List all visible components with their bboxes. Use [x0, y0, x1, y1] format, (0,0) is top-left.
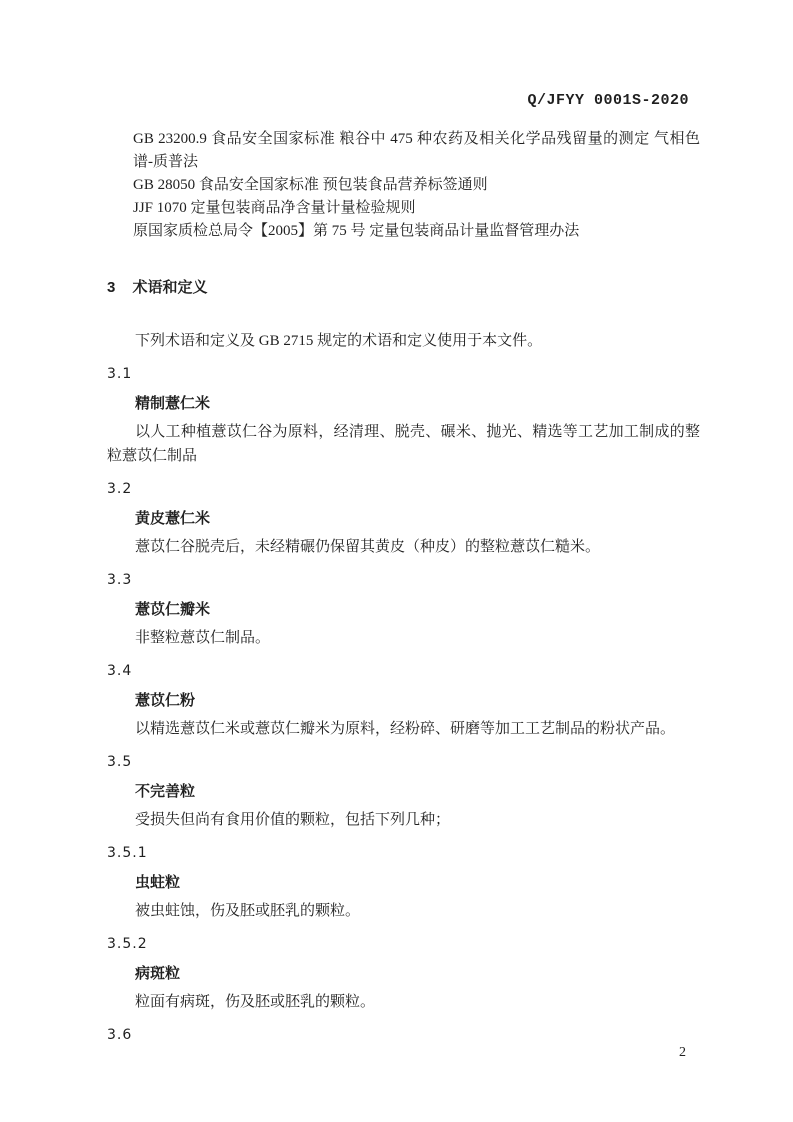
term-name: 精制薏仁米 — [135, 395, 211, 412]
reference-item: GB 28050 食品安全国家标准 预包装食品营养标签通则 — [133, 177, 488, 193]
term-number: 3.5.1 — [107, 845, 148, 861]
reference-item: 原国家质检总局令【2005】第 75 号 定量包装商品计量监督管理办法 — [133, 223, 580, 239]
references-list — [107, 128, 700, 243]
term-name: 黄皮薏仁米 — [135, 510, 211, 527]
term-name: 薏苡仁粉 — [135, 692, 196, 709]
page-header — [107, 93, 700, 109]
section-heading — [107, 277, 700, 299]
term-definition: 受损失但尚有食用价值的颗粒，包括下列几种； — [135, 812, 451, 828]
term-name: 病斑粒 — [135, 965, 181, 982]
term-block — [107, 841, 700, 923]
term-definition: 粒面有病斑，伤及胚或胚乳的颗粒。 — [135, 994, 376, 1010]
standard-code: Q/JFYY 0001S-2020 — [527, 92, 689, 109]
term-number: 3.4 — [107, 663, 133, 679]
term-name: 不完善粒 — [135, 783, 196, 800]
section-title: 术语和定义 — [132, 279, 208, 296]
page-number: 2 — [679, 1045, 686, 1060]
term-definition: 薏苡仁谷脱壳后，未经精碾仍保留其黄皮（种皮）的整粒薏苡仁糙米。 — [135, 539, 601, 555]
term-block — [107, 477, 700, 559]
term-number: 3.3 — [107, 572, 133, 588]
term-definition: 以精选薏苡仁米或薏苡仁瓣米为原料，经粉碎、研磨等加工工艺制品的粉状产品。 — [135, 721, 676, 737]
term-number: 3.5.2 — [107, 936, 148, 952]
term-block — [107, 362, 700, 468]
term-definition: 被虫蛀蚀，伤及胚或胚乳的颗粒。 — [135, 903, 361, 919]
reference-item: GB 23200.9 食品安全国家标准 粮谷中 475 种农药及相关化学品残留量的测定 气相色谱-质普法 — [133, 131, 700, 170]
term-definition: 以人工种植薏苡仁谷为原料，经清理、脱壳、碾米、抛光、精选等工艺加工制成的整粒薏苡仁制品 — [107, 424, 700, 464]
term-name: 薏苡仁瓣米 — [135, 601, 211, 618]
term-name: 虫蛀粒 — [135, 874, 181, 891]
section-number: 3 — [107, 279, 117, 296]
terms-list — [107, 362, 700, 1047]
page-footer — [679, 1044, 686, 1062]
term-number: 3.5 — [107, 754, 133, 770]
term-block — [107, 659, 700, 741]
term-block — [107, 932, 700, 1014]
section-intro: 下列术语和定义及 GB 2715 规定的术语和定义使用于本文件。 — [135, 333, 543, 349]
term-block — [107, 1023, 700, 1047]
term-number: 3.6 — [107, 1027, 133, 1043]
term-block — [107, 750, 700, 832]
term-block — [107, 568, 700, 650]
term-definition: 非整粒薏苡仁制品。 — [135, 630, 271, 646]
term-number: 3.1 — [107, 366, 133, 382]
reference-item: JJF 1070 定量包装商品净含量计量检验规则 — [133, 200, 416, 216]
term-number: 3.2 — [107, 481, 133, 497]
